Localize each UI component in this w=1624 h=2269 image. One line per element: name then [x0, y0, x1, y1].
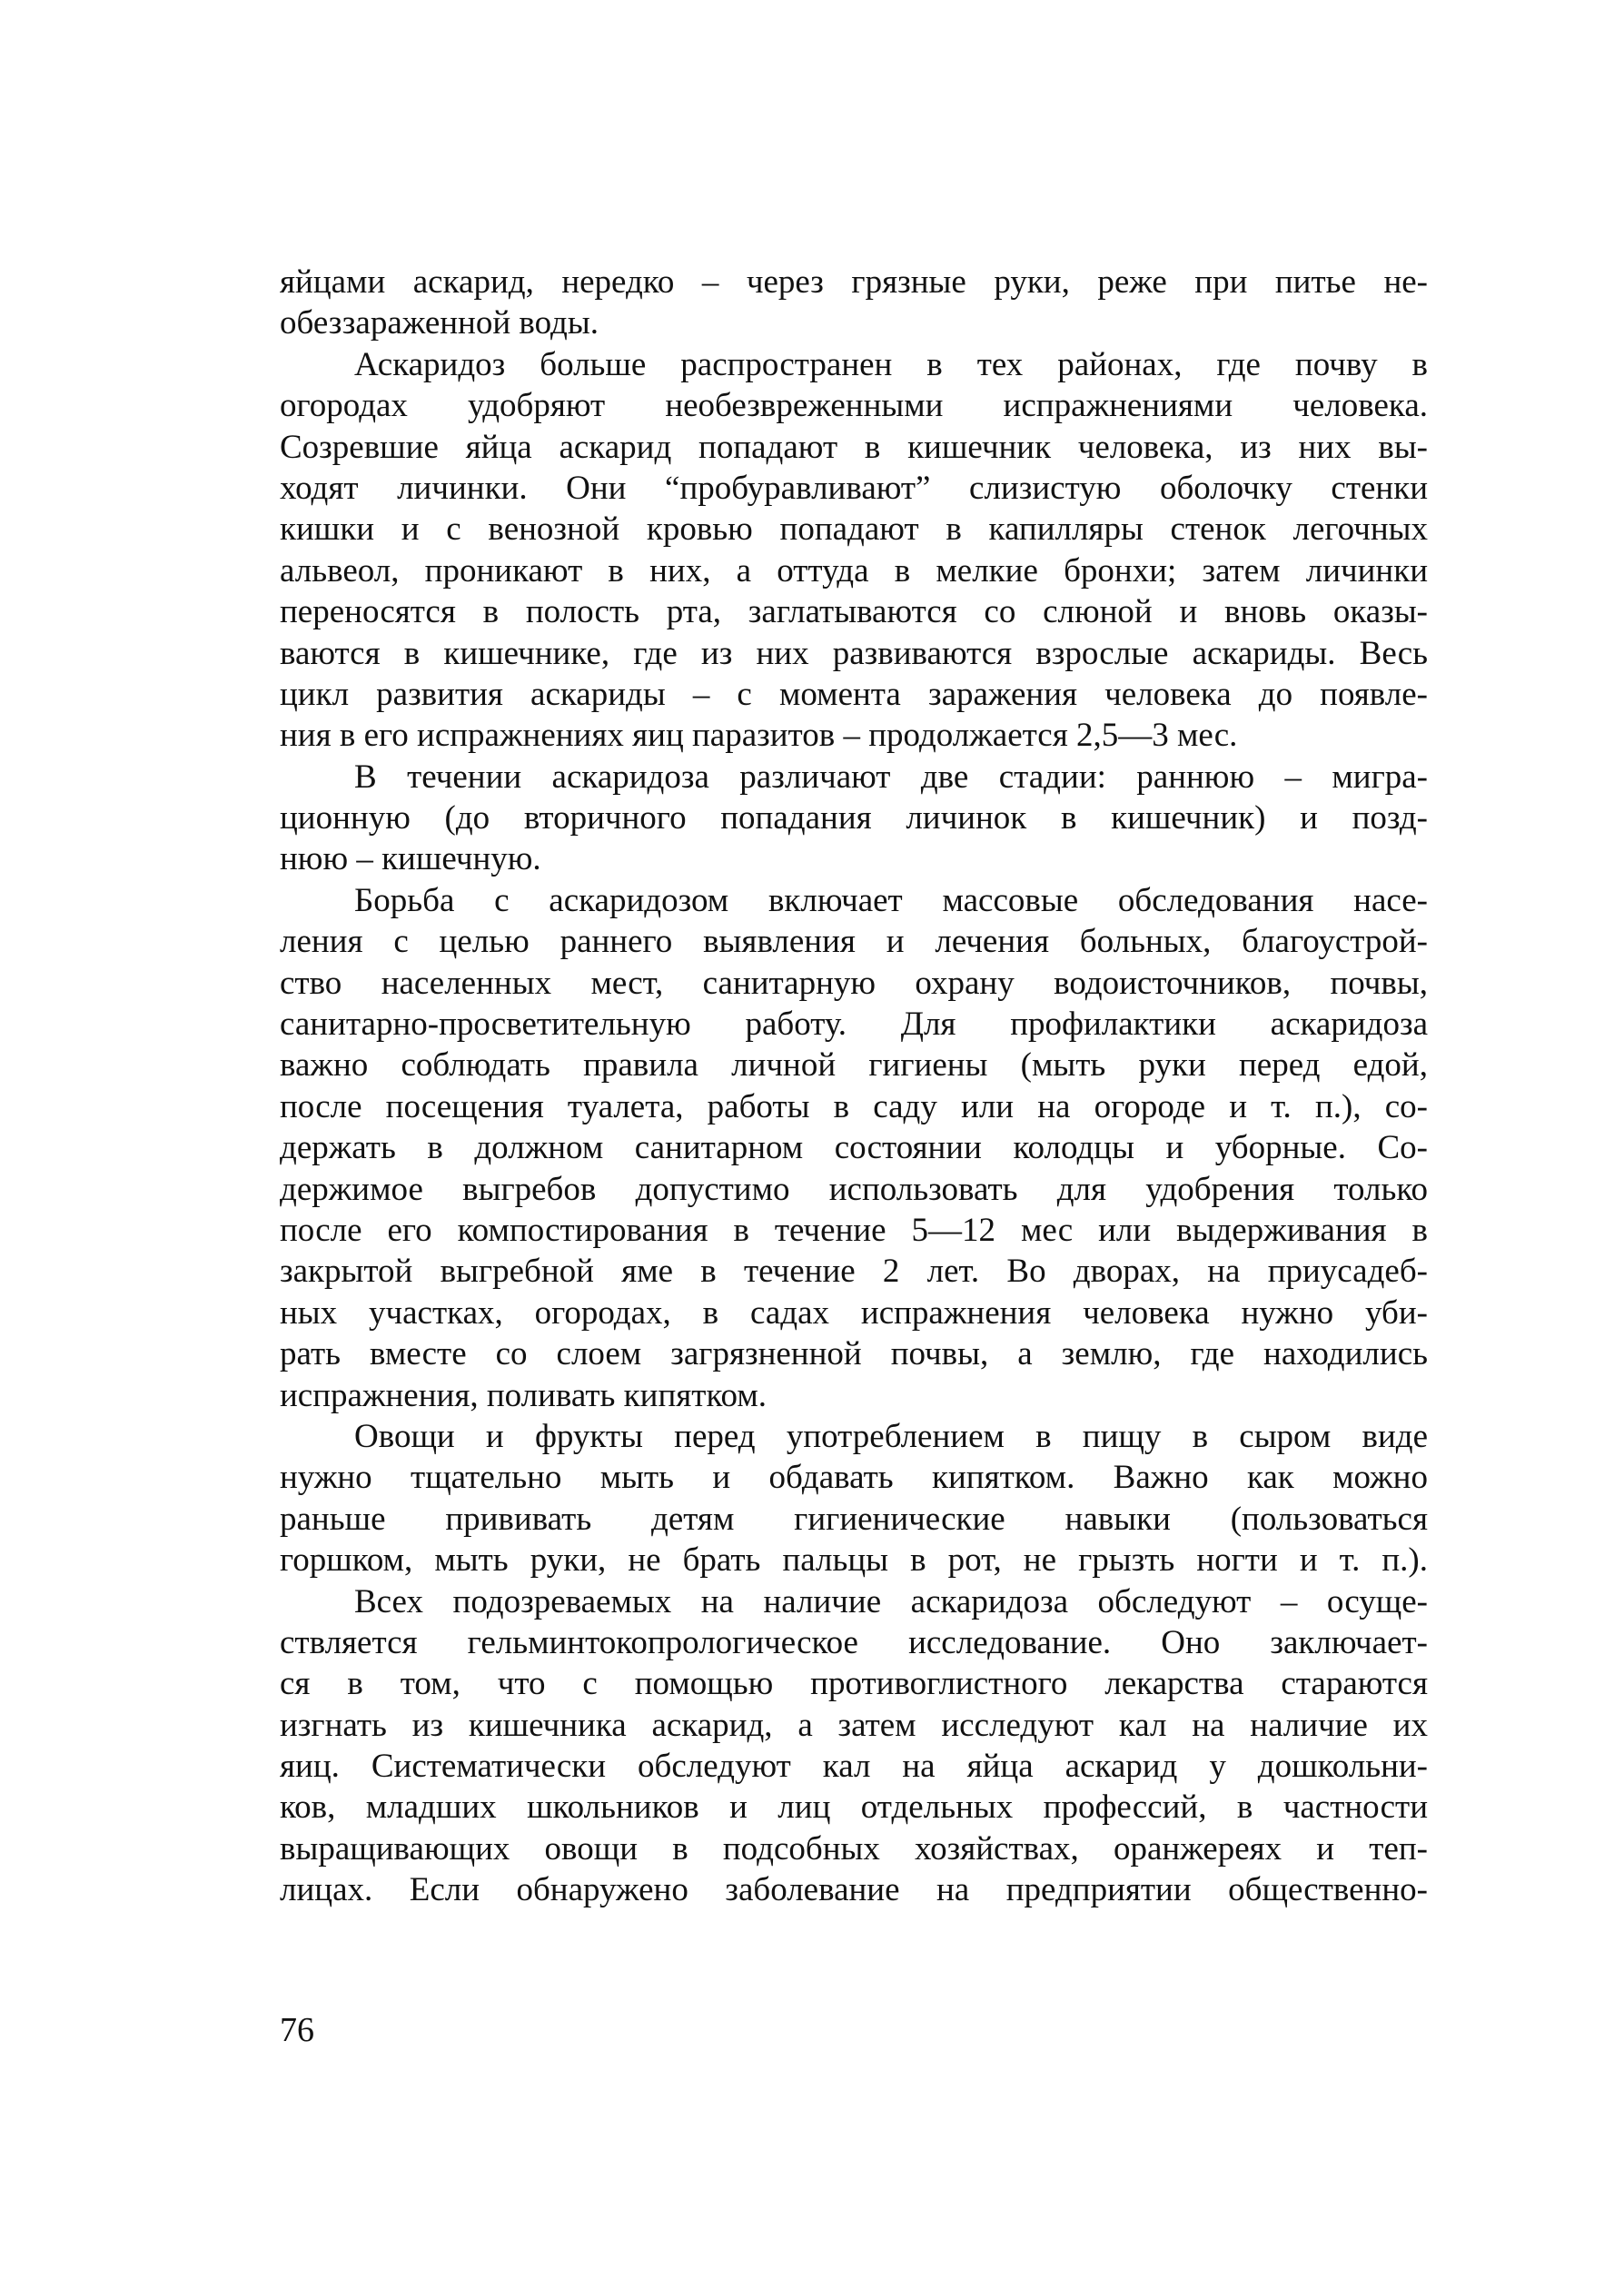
- text-line: ваются в кишечнике, где из них развиваются взрослые аскариды. Весь: [280, 634, 1428, 672]
- text-line: переносятся в полость рта, заглатываются со слюной и вновь оказы-: [280, 593, 1428, 631]
- text-line: ство населенных мест, санитарную охрану водоисточников, почвы,: [280, 964, 1428, 1002]
- text-line: ления с целью раннего выявления и лечения больных, благоустрой-: [280, 923, 1428, 961]
- text-line: держать в должном санитарном состоянии колодцы и уборные. Со-: [280, 1129, 1428, 1167]
- text-line: ционную (до вторичного попадания личинок в кишечник) и позд-: [280, 799, 1428, 837]
- text-line: после посещения туалета, работы в саду или на огороде и т. п.), со-: [280, 1087, 1428, 1125]
- text-line: обеззараженной воды.: [280, 304, 599, 342]
- text-line: ся в том, что с помощью противоглистного лекарства стараются: [280, 1665, 1428, 1703]
- text-line: рать вместе со слоем загрязненной почвы, а землю, где находились: [280, 1335, 1428, 1373]
- text-line: выращивающих овощи в подсобных хозяйствах, оранжереях и теп-: [280, 1829, 1428, 1868]
- text-line: огородах удобряют необезвреженными испражнениями человека.: [280, 387, 1428, 425]
- text-line: ных участках, огородах, в садах испражнения человека нужно уби-: [280, 1293, 1428, 1332]
- text-line: яйцами аскарид, нередко – через грязные руки, реже при питье не-: [280, 263, 1428, 301]
- text-line: важно соблюдать правила личной гигиены (мыть руки перед едой,: [280, 1046, 1428, 1085]
- text-line: Аскаридоз больше распространен в тех районах, где почву в: [354, 345, 1428, 383]
- text-line: альвеол, проникают в них, а оттуда в мелкие бронхи; затем личинки: [280, 551, 1428, 590]
- text-line: закрытой выгребной яме в течение 2 лет. Во дворах, на приусадеб-: [280, 1253, 1428, 1291]
- text-line: В течении аскаридоза различают две стадии: раннюю – мигра-: [354, 758, 1428, 796]
- text-line: Всех подозреваемых на наличие аскаридоза обследуют – осуще-: [354, 1582, 1428, 1620]
- body-text: [280, 262, 1428, 1911]
- text-line: держимое выгребов допустимо использовать для удобрения только: [280, 1170, 1428, 1208]
- text-line: ходят личинки. Они “пробуравливают” слизистую оболочку стенки: [280, 469, 1428, 507]
- text-line: испражнения, поливать кипятком.: [280, 1376, 767, 1414]
- text-line: изгнать из кишечника аскарид, а затем исследуют кал на наличие их: [280, 1706, 1428, 1744]
- text-line: санитарно-просветительную работу. Для профилактики аскаридоза: [280, 1006, 1428, 1044]
- text-line: ков, младших школьников и лиц отдельных профессий, в частности: [280, 1788, 1428, 1827]
- text-line: нужно тщательно мыть и обдавать кипятком. Важно как можно: [280, 1459, 1428, 1497]
- text-line: лицах. Если обнаружено заболевание на предприятии общественно-: [280, 1871, 1428, 1909]
- text-line: цикл развития аскариды – с момента заражения человека до появле-: [280, 675, 1428, 713]
- text-line: раньше прививать детям гигиенические навыки (пользоваться: [280, 1500, 1428, 1538]
- text-line: ствляется гельминтокопрологическое исследование. Оно заключает-: [280, 1623, 1428, 1661]
- text-line: после его компостирования в течение 5—12 мес или выдерживания в: [280, 1211, 1428, 1249]
- text-line: ния в его испражнениях яиц паразитов – продолжается 2,5—3 мес.: [280, 717, 1238, 755]
- text-line: яиц. Систематически обследуют кал на яйца аскарид у дошкольни-: [280, 1748, 1428, 1786]
- page-number: 76: [280, 2011, 314, 2049]
- text-line: Созревшие яйца аскарид попадают в кишечник человека, из них вы-: [280, 428, 1428, 466]
- text-line: кишки и с венозной кровью попадают в капилляры стенок легочных: [280, 510, 1428, 549]
- text-line: горшком, мыть руки, не брать пальцы в рот, не грызть ногти и т. п.).: [280, 1541, 1428, 1580]
- text-line: Овощи и фрукты перед употреблением в пищу в сыром виде: [354, 1417, 1428, 1455]
- text-line: нюю – кишечную.: [280, 840, 541, 878]
- text-line: Борьба с аскаридозом включает массовые обследования насе-: [354, 881, 1428, 919]
